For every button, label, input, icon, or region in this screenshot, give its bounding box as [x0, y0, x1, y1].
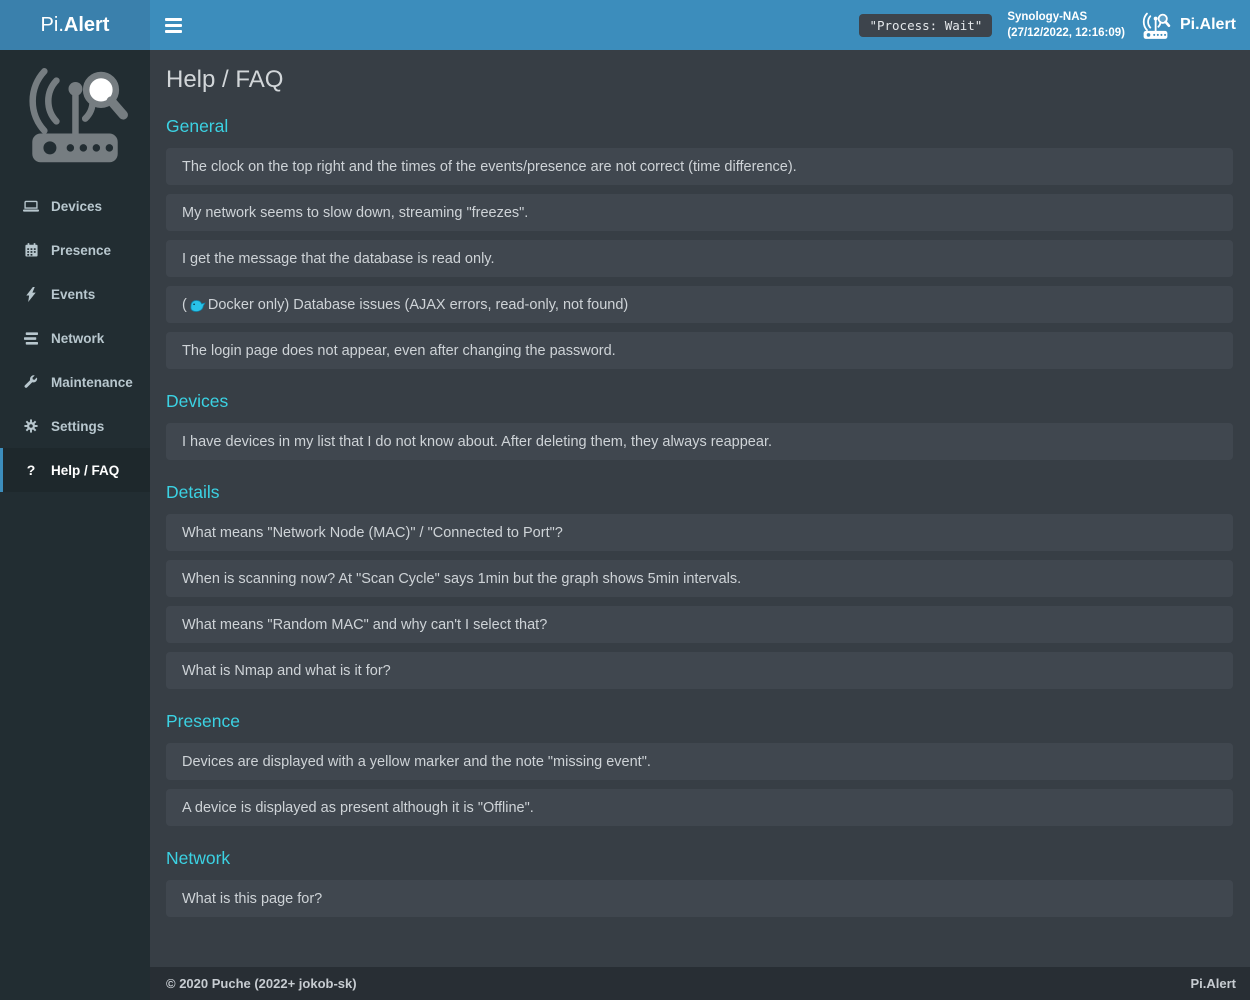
faq-item-label: ( [182, 296, 187, 313]
sidebar-item-events[interactable] [0, 272, 150, 316]
faq-item-label: When is scanning now? At "Scan Cycle" says 1min but the graph shows 5min intervals. [182, 570, 742, 587]
faq-item-label: I get the message that the database is read only. [182, 250, 495, 267]
faq-item[interactable] [166, 148, 1233, 185]
faq-item-label: I have devices in my list that I do not know about. After deleting them, they always reappear. [182, 433, 772, 450]
faq-item-label: What is this page for? [182, 890, 323, 907]
logo-text-pre: Pi. [40, 13, 64, 36]
footer-copyright: © 2020 Puche (2022+ jokob-sk) [166, 976, 357, 991]
question-icon: ? [26, 462, 36, 478]
pialert-router-icon [1140, 11, 1171, 40]
faq-item-label: What means "Network Node (MAC)" / "Connected to Port"? [182, 524, 563, 541]
faq-item[interactable] [166, 652, 1233, 689]
docker-whale-icon [189, 299, 206, 313]
nas-clock: (27/12/2022, 12:16:09) [1007, 27, 1125, 39]
footer [150, 967, 1250, 1000]
sidebar-item-label: Devices [51, 198, 103, 214]
section-heading-details: Details [166, 482, 220, 502]
header [0, 0, 1250, 50]
sidebar-item-help-faq[interactable] [0, 448, 150, 492]
section-heading-devices: Devices [166, 391, 229, 411]
faq-item-label: What is Nmap and what is it for? [182, 662, 391, 679]
faq-item[interactable] [166, 423, 1233, 460]
faq-item[interactable] [166, 789, 1233, 826]
faq-item-label: The login page does not appear, even after changing the password. [182, 342, 616, 359]
faq-item[interactable] [166, 240, 1233, 277]
sidebar [0, 50, 150, 1000]
sidebar-item-maintenance[interactable] [0, 360, 150, 404]
faq-item[interactable] [166, 286, 1233, 323]
section-heading-network: Network [166, 848, 231, 868]
faq-item[interactable] [166, 880, 1233, 917]
sidebar-item-presence[interactable] [0, 228, 150, 272]
wrench-icon [22, 375, 40, 389]
header-brand-label: Pi.Alert [1179, 16, 1236, 33]
sidebar-item-label: Help / FAQ [51, 462, 120, 478]
sidebar-menu [0, 184, 150, 492]
gear-icon [22, 419, 40, 433]
section-heading-presence: Presence [166, 711, 240, 731]
faq-item[interactable] [166, 606, 1233, 643]
navbar [150, 0, 1250, 50]
sidebar-item-network[interactable] [0, 316, 150, 360]
main-content [150, 50, 1250, 967]
faq-item-label: Docker only) Database issues (AJAX errors, read-only, not found) [207, 296, 629, 313]
faq-item-label: My network seems to slow down, streaming "freezes". [182, 204, 529, 221]
calendar-icon [22, 243, 40, 257]
network-icon [22, 332, 40, 345]
footer-brand: Pi.Alert [1190, 976, 1236, 991]
pialert-logo-icon [0, 50, 150, 166]
sidebar-item-devices[interactable] [0, 184, 150, 228]
sidebar-item-label: Settings [51, 418, 105, 434]
sidebar-item-label: Events [51, 286, 96, 302]
faq-item-label: Devices are displayed with a yellow marker and the note "missing event". [182, 753, 651, 770]
app-logo[interactable] [0, 0, 150, 50]
navbar-right [859, 9, 1250, 41]
faq-item-label: The clock on the top right and the times of the events/presence are not correct (time difference). [182, 158, 797, 175]
page-title: Help / FAQ [166, 66, 284, 93]
faq-item-label: What means "Random MAC" and why can't I select that? [182, 616, 548, 633]
nas-name: Synology-NAS [1007, 10, 1088, 23]
sidebar-item-label: Presence [51, 242, 112, 258]
bolt-icon [22, 287, 40, 302]
logo-text-bold: Alert [63, 13, 110, 36]
faq-item-label: A device is displayed as present although it is "Offline". [182, 799, 534, 816]
nas-info [1007, 9, 1125, 41]
faq-item[interactable] [166, 743, 1233, 780]
faq-item[interactable] [166, 332, 1233, 369]
laptop-icon [22, 200, 40, 213]
sidebar-item-label: Network [51, 330, 105, 346]
section-heading-general: General [166, 116, 229, 136]
faq-item[interactable] [166, 194, 1233, 231]
faq-sections [166, 116, 1233, 917]
sidebar-item-label: Maintenance [51, 374, 133, 390]
faq-item[interactable] [166, 560, 1233, 597]
hamburger-menu-icon[interactable] [150, 0, 196, 50]
faq-item[interactable] [166, 514, 1233, 551]
sidebar-item-settings[interactable] [0, 404, 150, 448]
header-brand [1140, 11, 1240, 40]
process-status-badge[interactable]: "Process: Wait" [859, 14, 992, 37]
